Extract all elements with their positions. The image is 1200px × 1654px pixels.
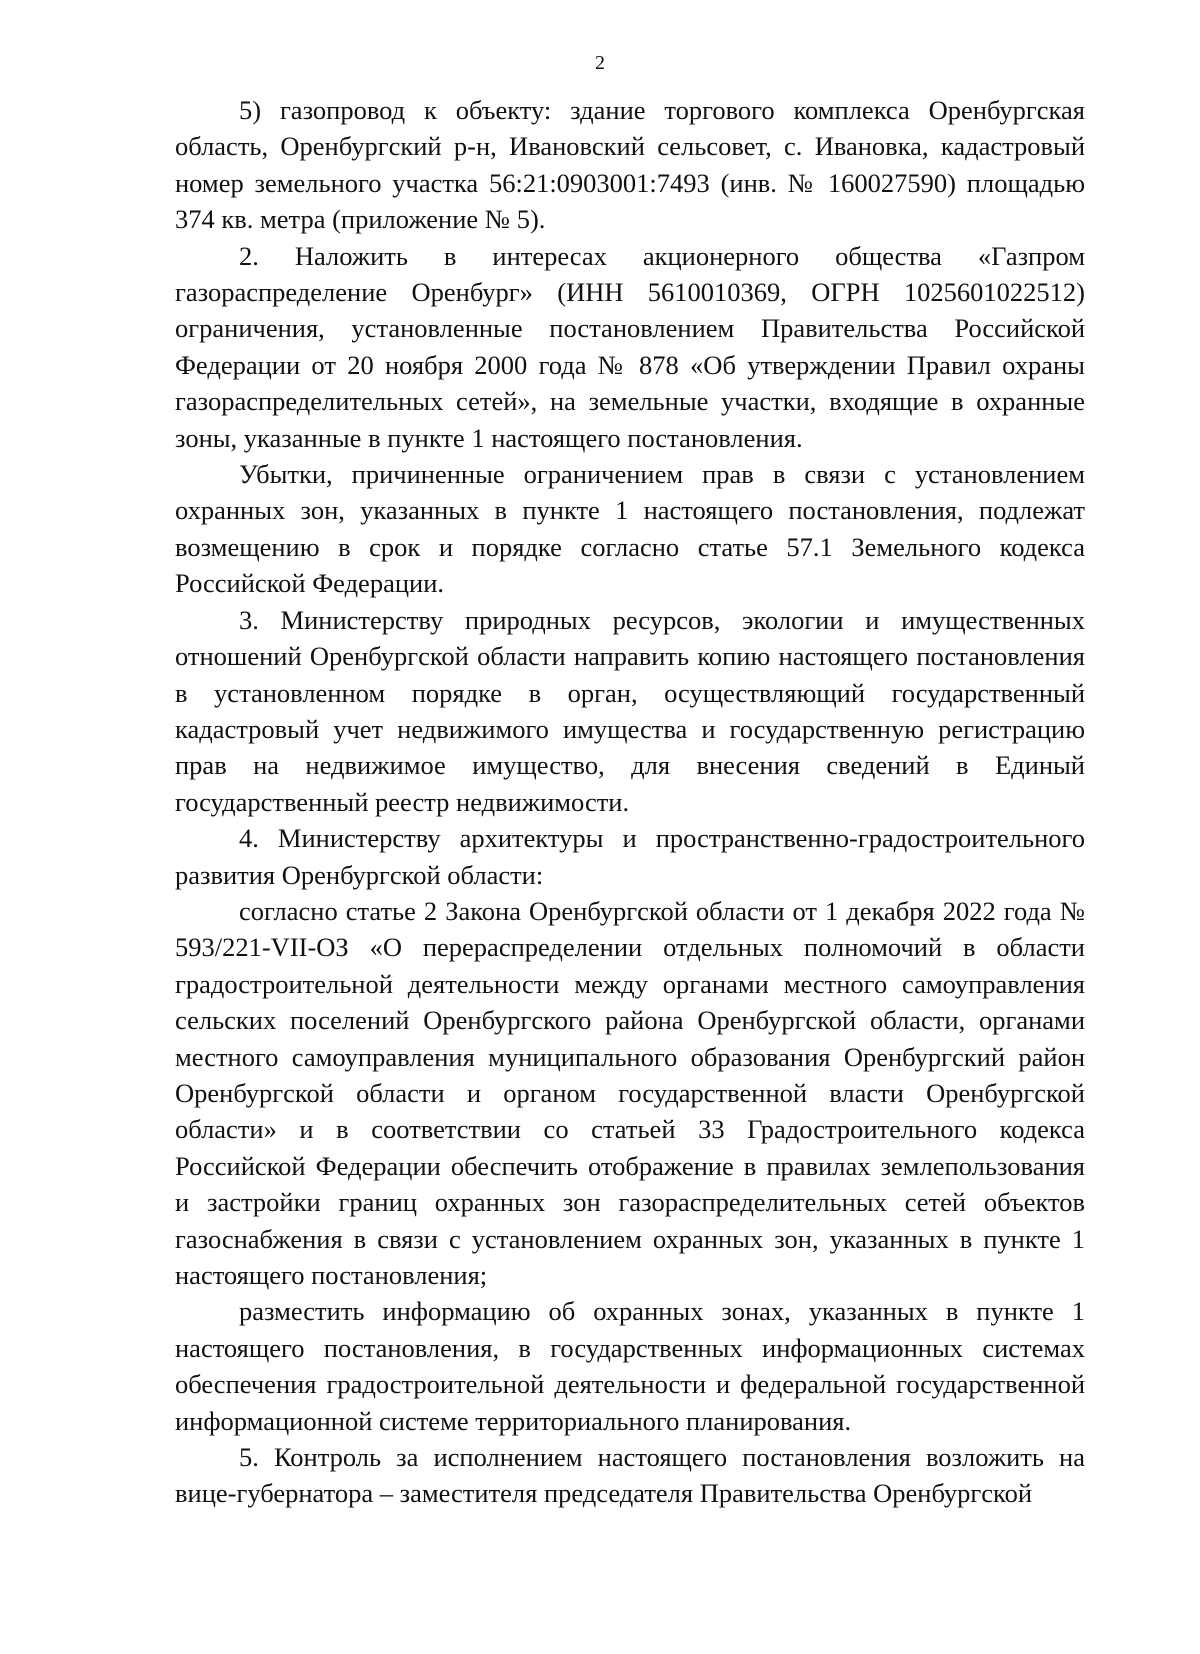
paragraph-losses-compensation: Убытки, причиненные ограничением прав в связи с установлением охранных зон, указанных в пункте 1 настоящего постановления, подлежат возмещению в срок и порядке согласно статье 57.1 Земельного кодекса Российской Федерации.: [175, 459, 1085, 599]
paragraph-clause-4-ministry-architecture: 4. Министерству архитектуры и пространственно-градостроительного развития Оренбургской области:: [175, 823, 1085, 890]
paragraph-clause-3-ministry-natural-resources: 3. Министерству природных ресурсов, экологии и имущественных отношений Оренбургской области направить копию настоящего постановления в установленном порядке в орган, осуществляющий государственный кадастровый учет недвижимого имущества и государственную регистрацию прав на недвижимое имущество, для внесения сведений в Единый государственный реестр недвижимости.: [175, 604, 1085, 817]
paragraph-item-5-gas-pipeline: 5) газопровод к объекту: здание торгового комплекса Оренбургская область, Оренбургский р-н, Ивановский сельсовет, с. Ивановка, кадастровый номер земельного участка 56:21:0903001:7493 (инв. № 160027590) площадью 374 кв. метра (приложение № 5).: [175, 95, 1085, 235]
paragraph-clause-4-subitem-publish: разместить информацию об охранных зонах, указанных в пункте 1 настоящего постановления, в государственных информационных системах обеспечения градостроительной деятельности и федеральной государственной информационной системе территориального планирования.: [175, 1296, 1085, 1436]
document-body: [175, 92, 1085, 1512]
paragraph-clause-4-subitem-law: согласно статье 2 Закона Оренбургской области от 1 декабря 2022 года № 593/221-VII-ОЗ «О перераспределении отдельных полномочий в области градостроительной деятельности между органами местного самоуправления сельских поселений Оренбургского района Оренбургской области, органами местного самоуправления муниципального образования Оренбургский район Оренбургской области и органом государственной власти Оренбургской области» и в соответствии со статьей 33 Градостроительного кодекса Российской Федерации обеспечить отображение в правилах землепользования и застройки границ охранных зон газораспределительных сетей объектов газоснабжения в связи с установлением охранных зон, указанных в пункте 1 настоящего постановления;: [175, 895, 1085, 1290]
page-number: 2: [595, 52, 605, 74]
paragraph-clause-2-restrictions: 2. Наложить в интересах акционерного общества «Газпром газораспределение Оренбург» (ИНН 5610010369, ОГРН 1025601022512) ограничения, установленные постановлением Правительства Российской Федерации от 20 ноября 2000 года № 878 «Об утверждении Правил охраны газораспределительных сетей», на земельные участки, входящие в охранные зоны, указанные в пункте 1 настоящего постановления.: [175, 240, 1085, 453]
paragraph-clause-5-control: 5. Контроль за исполнением настоящего постановления возложить на вице-губернатора – заместителя председателя Правительства Оренбургской: [175, 1442, 1085, 1509]
